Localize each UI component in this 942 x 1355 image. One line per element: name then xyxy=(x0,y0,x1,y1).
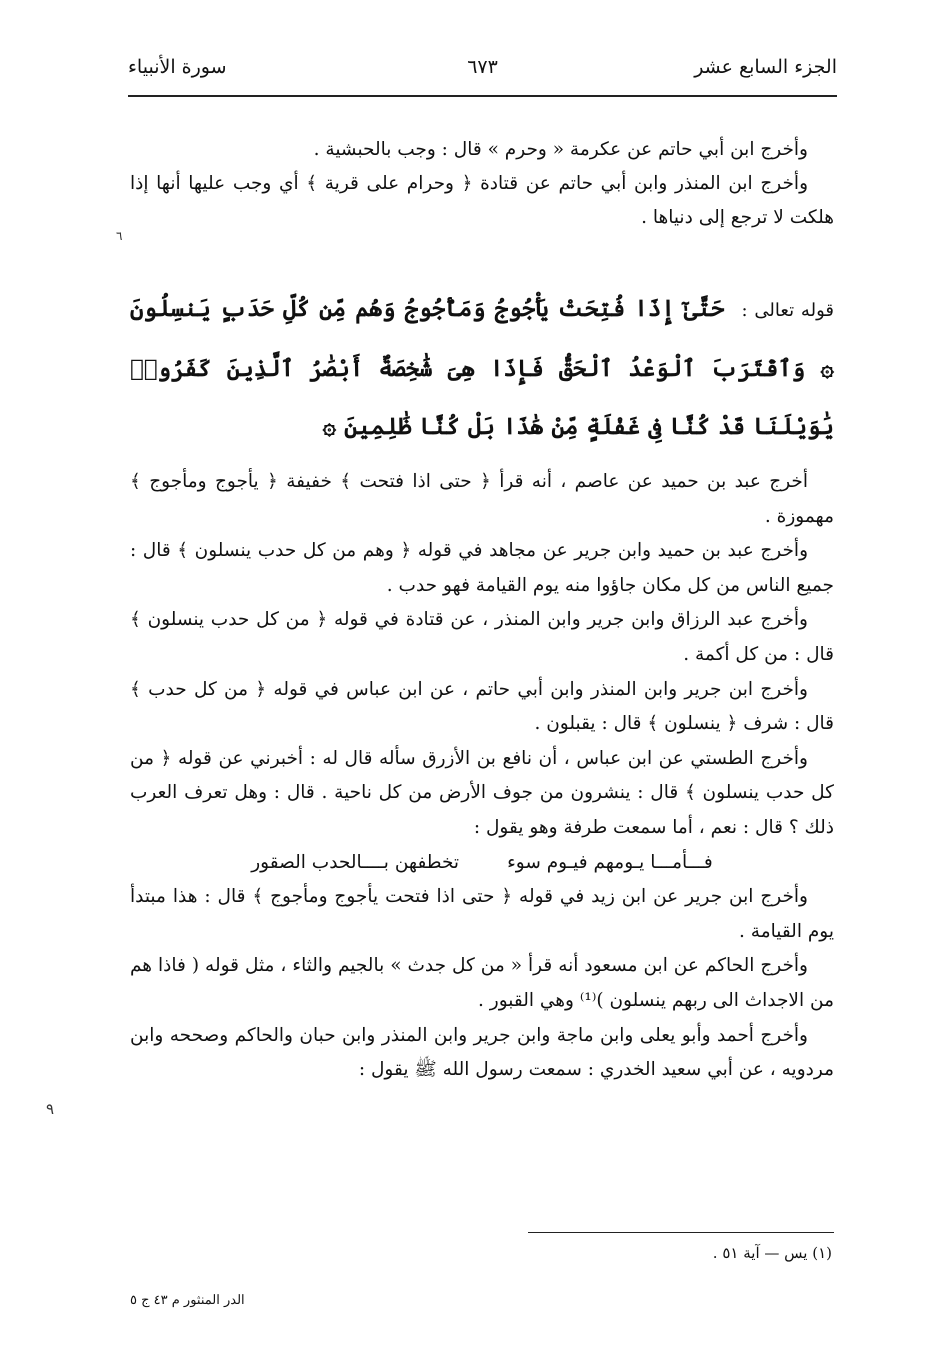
paragraph: وأخرج الطستي عن ابن عباس ، أن نافع بن الأزرق سأله قال له : أخبرني عن قوله ﴿ من كل حدب ينسلون ﴾ قال : ينشرون من جوف الأرض من كل ناحية . قال : وهل تعرف العرب ذلك ؟ قال : نعم ، أما سمعت طرفة وهو يقول : xyxy=(130,747,834,838)
header-divider xyxy=(128,95,837,97)
footnote: (١) يس — آية ٥١ . xyxy=(712,1244,832,1262)
paragraph: أخرج عبد بن حميد عن عاصم ، أنه قرأ ﴿ حتى اذا فتحت ﴾ خفيفة ﴿ يأجوج ومأجوج ﴾ مهموزة . xyxy=(130,471,834,527)
poem-second-hemistich: تخطفهن بــــالحدب الصقور xyxy=(251,851,460,873)
paragraph: وأخرج ابن المنذر وابن أبي حاتم عن قتادة ﴿ وحرام على قرية ﴾ أي وجب عليها أنها إذا هلكت لا ترجع إلى دنياها . xyxy=(130,173,834,228)
paragraph: وأخرج ابن أبي حاتم عن عكرمة « وحرم » قال : وجب بالحبشية . xyxy=(313,139,808,160)
verse-text: حَتَّىٰٓ إِذَا فُتِحَتْ يَأْجُوجُ وَمَأْجُوجُ وَهُم مِّن كُلِّ حَدَبٍ يَنسِلُونَ ۞ وَٱقْتَرَبَ ٱلْوَعْدُ ٱلْحَقُّ فَإِذَا هِىَ شَٰخِصَةٌ أَبْصَٰرُ ٱلَّذِينَ كَفَرُوا۟ يَٰوَيْلَنَا قَدْ كُنَّا فِى غَفْلَةٍ مِّنْ هَٰذَا بَلْ كُنَّا ظَٰلِمِينَ ۞ xyxy=(130,295,834,440)
intro-block xyxy=(130,133,834,235)
verse-lead: قوله تعالى : xyxy=(741,300,834,321)
page-header xyxy=(128,56,837,96)
poem-verse xyxy=(130,846,834,881)
paragraph: وأخرج ابن جرير وابن المنذر وابن أبي حاتم ، عن ابن عباس في قوله ﴿ من كل حدب ﴾ قال : شرف ﴿ ينسلون ﴾ قال : يقبلون . xyxy=(130,678,834,735)
paragraph: وأخرج ابن جرير عن ابن زيد في قوله ﴿ حتى اذا فتحت يأجوج ومأجوج ﴾ قال : هذا مبتدأ يوم القيامة . xyxy=(130,886,834,942)
quran-verse-block xyxy=(130,280,834,456)
paragraph: وأخرج عبد بن حميد وابن جرير عن مجاهد في قوله ﴿ وهم من كل حدب ينسلون ﴾ قال : جميع الناس من كل مكان جاؤوا منه يوم القيامة فهو حدب . xyxy=(130,540,834,596)
margin-mark: ٩ xyxy=(46,1100,55,1118)
footnote-divider xyxy=(528,1232,834,1233)
print-signature: الدر المنثور م ٤٣ ج ٥ xyxy=(130,1293,245,1308)
commentary-block xyxy=(130,465,834,1088)
paragraph: وأخرج عبد الرزاق وابن جرير وابن المنذر ، عن قتادة في قوله ﴿ من كل حدب ينسلون ﴾ قال : من كل أكمة . xyxy=(130,609,834,665)
paragraph: وأخرج أحمد وأبو يعلى وابن ماجة وابن جرير وابن المنذر وابن حبان والحاكم وصححه وابن مردويه ، عن أبي سعيد الخدري : سمعت رسول الله ﷺ يقول : xyxy=(130,1024,834,1081)
paragraph: وأخرج الحاكم عن ابن مسعود أنه قرأ « من كل جدث » بالجيم والثاء ، مثل قوله ( فاذا هم من الاجداث الى ربهم ينسلون )⁽¹⁾ وهي القبور . xyxy=(130,955,834,1011)
margin-mark: ٦ xyxy=(116,229,123,243)
poem-first-hemistich: فـــأمـــا يـومهم فيـوم سوء xyxy=(507,851,713,873)
header-page-number: ٦٧٣ xyxy=(467,56,498,78)
header-surah-title: سورة الأنبياء xyxy=(128,56,227,78)
quran-verse xyxy=(130,280,834,456)
header-part-title: الجزء السابع عشر xyxy=(694,56,837,78)
